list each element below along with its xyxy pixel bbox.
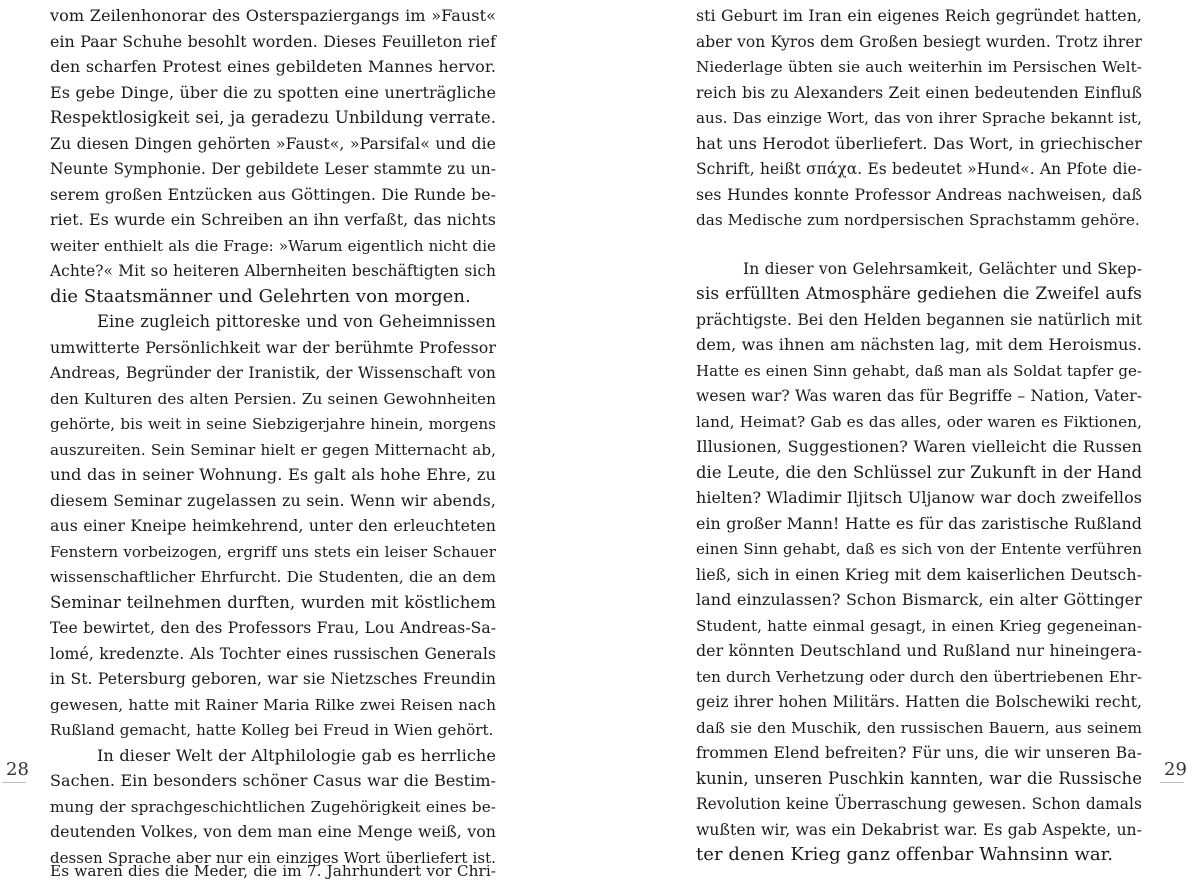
text-line: wesen war? Was waren das für Begriffe – Nation, Vater- [696, 387, 1142, 405]
text-line: sti Geburt im Iran ein eigenes Reich gegründet hatten, [696, 6, 1142, 25]
text-line: Zu diesen Dingen gehörten »Faust«, »Parsifal« und die [50, 134, 496, 153]
text-line: riet. Es wurde ein Schreiben an ihn verfaßt, das nichts [50, 210, 496, 229]
text-line: land, Heimat? Gab es das alles, oder waren es Fiktionen, [696, 413, 1142, 431]
text-line: aber von Kyros dem Großen besiegt wurden. Trotz ihrer [696, 33, 1142, 51]
text-line: den scharfen Protest eines gebildeten Mannes hervor. [50, 57, 496, 76]
text-line: weiter enthielt als die Frage: »Warum eigentlich nicht die [50, 237, 496, 255]
page-number-right: 29 [1164, 759, 1187, 780]
left-page [50, 0, 496, 884]
paragraph-first-line: Eine zugleich pittoreske und von Geheimnissen [97, 312, 496, 331]
text-line: Hatte es einen Sinn gehabt, daß man als Soldat tapfer ge- [696, 362, 1142, 380]
text-line: einen Sinn gehabt, daß es sich von der Entente verführen [696, 540, 1142, 558]
paragraph-first-line: In dieser von Gelehrsamkeit, Gelächter und Skep- [743, 260, 1142, 278]
text-line: frommen Elend befreiten? Für uns, die wir unseren Ba- [696, 743, 1142, 762]
text-line: land einzulassen? Schon Bismarck, ein alter Göttinger [696, 590, 1142, 609]
text-line: lomé, kredenzte. Als Tochter eines russischen Generals [50, 644, 496, 663]
text-line: wußten wir, was ein Dekabrist war. Es gab Aspekte, un- [696, 821, 1142, 839]
text-line: Neunte Symphonie. Der gebildete Leser stammte zu un- [50, 160, 496, 178]
text-line: mung der sprachgeschichtlichen Zugehörigkeit eines be- [50, 798, 496, 816]
text-line: Achte?« Mit so heiteren Albernheiten beschäftigten sich [50, 262, 496, 280]
text-line: Es gebe Dinge, über die zu spotten eine unerträgliche [50, 83, 496, 102]
text-line: Schrift, heißt σπάχα. Es bedeutet »Hund«. An Pfote die- [696, 160, 1142, 178]
text-line: aus. Das einzige Wort, das von ihrer Sprache bekannt ist, [696, 109, 1142, 127]
text-line: kunin, unseren Puschkin kannten, war die Russische [696, 769, 1142, 788]
text-line: Fenstern vorbeizogen, ergriff uns stets ein leiser Schauer [50, 543, 496, 561]
text-line: deutenden Volkes, von dem man eine Menge weiß, von [50, 822, 496, 841]
text-line: vom Zeilenhonorar des Osterspaziergangs im »Faust« [50, 6, 496, 25]
text-line: Niederlage übten sie auch weiterhin im Persischen Welt- [696, 58, 1142, 76]
text-line: serem großen Entzücken aus Göttingen. Die Runde be- [50, 185, 496, 204]
text-line: dem, was ihnen am nächsten lag, mit dem Heroismus. [696, 335, 1142, 354]
text-line: geiz ihrer hohen Militärs. Hatten die Bolschewiki recht, [696, 693, 1142, 711]
text-line: ein Paar Schuhe besohlt worden. Dieses Feuilleton rief [50, 32, 496, 51]
text-line: hielten? Wladimir Iljitsch Uljanow war doch zweifellos [696, 488, 1142, 507]
text-line: das Medische zum nordpersischen Sprachstamm gehöre. [696, 211, 1140, 229]
paragraph-first-line: In dieser Welt der Altphilologie gab es herrliche [97, 746, 496, 765]
text-line: diesem Seminar zugelassen zu sein. Wenn wir abends, [50, 491, 496, 510]
text-line: Sachen. Ein besonders schöner Casus war die Bestim- [50, 771, 496, 790]
text-line: Revolution keine Überraschung gewesen. Schon damals [696, 795, 1142, 813]
text-line: ließ, sich in einen Krieg mit dem kaiserlichen Deutsch- [696, 565, 1142, 584]
text-line: ten durch Verhetzung oder durch den übertriebenen Ehr- [696, 668, 1142, 686]
text-line: Andreas, Begründer der Iranistik, der Wissenschaft von [50, 364, 496, 382]
text-line: gewesen, hatte mit Rainer Maria Rilke zwei Reisen nach [50, 696, 496, 714]
page-number-rule-right [1160, 782, 1184, 783]
text-line: prächtigste. Bei den Helden begannen sie natürlich mit [696, 310, 1142, 329]
text-line: den Kulturen des alten Persien. Zu seinen Gewohnheiten [50, 390, 496, 408]
text-line: Seminar teilnehmen durften, wurden mit köstlichem [50, 593, 496, 612]
text-line: umwitterte Persönlichkeit war der berühmte Professor [50, 338, 496, 357]
text-line: gehörte, bis weit in seine Siebzigerjahre hinein, morgens [50, 415, 496, 433]
page-number-left: 28 [6, 759, 29, 780]
text-line: die Leute, die den Schlüssel zur Zukunft in der Hand [696, 463, 1142, 482]
text-line: daß sie den Muschik, den russischen Bauern, aus seinem [696, 719, 1142, 737]
right-page [696, 0, 1142, 884]
text-line: wissenschaftlicher Ehrfurcht. Die Studenten, die an dem [50, 568, 496, 586]
text-line: und das in seiner Wohnung. Es galt als hohe Ehre, zu [50, 465, 496, 484]
text-line: dessen Sprache aber nur ein einziges Wort überliefert ist. [50, 849, 496, 867]
text-line: auszureiten. Sein Seminar hielt er gegen Mitternacht ab, [50, 441, 496, 459]
text-line: Student, hatte einmal gesagt, in einen Krieg gegeneinan- [696, 617, 1142, 635]
text-line: ein großer Mann! Hatte es für das zaristische Rußland [696, 514, 1142, 533]
text-line: die Staatsmänner und Gelehrten von morgen. [50, 286, 471, 307]
text-line: aus einer Kneipe heimkehrend, unter den erleuchteten [50, 516, 496, 535]
text-line: reich bis zu Alexanders Zeit einen bedeutenden Einfluß [696, 83, 1142, 102]
page-number-rule-left [2, 782, 26, 783]
text-line: ses Hundes konnte Professor Andreas nachweisen, daß [696, 185, 1142, 204]
text-line: Respektlosigkeit sei, ja geradezu Unbildung verrate. [50, 108, 496, 127]
text-line: der könnten Deutschland und Rußland nur hineingera- [696, 641, 1142, 660]
text-line: sis erfüllten Atmosphäre gediehen die Zweifel aufs [696, 284, 1142, 304]
text-line: in St. Petersburg geboren, war sie Nietzsches Freundin [50, 670, 496, 688]
text-line: Tee bewirtet, den des Professors Frau, Lou Andreas-Sa- [50, 619, 496, 637]
text-line: Rußland gemacht, hatte Kolleg bei Freud in Wien gehört. [50, 721, 494, 739]
text-line: ter denen Krieg ganz offenbar Wahnsinn war. [696, 844, 1114, 865]
text-line: Es waren dies die Meder, die im 7. Jahrhundert vor Chri- [50, 862, 496, 880]
text-line: Illusionen, Suggestionen? Waren vielleicht die Russen [696, 437, 1142, 456]
text-line: hat uns Herodot überliefert. Das Wort, in griechischer [696, 134, 1142, 153]
